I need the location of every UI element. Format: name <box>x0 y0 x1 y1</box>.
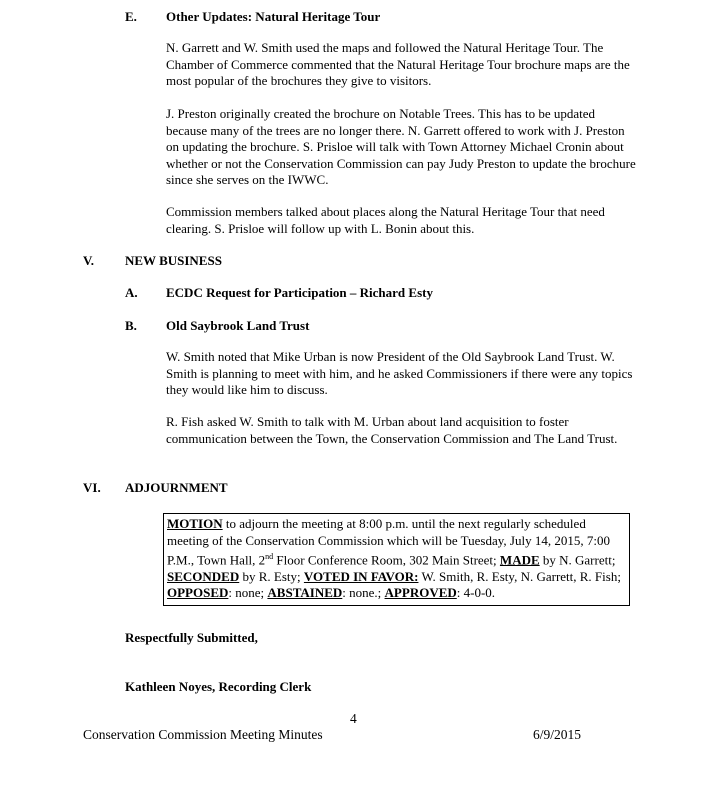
approved-word: APPROVED <box>384 585 457 601</box>
recording-clerk: Kathleen Noyes, Recording Clerk <box>125 679 312 694</box>
seconded-word: SECONDED <box>167 568 240 584</box>
section-e-paragraph-2: J. Preston originally created the brochure on Notable Trees. This has to be updated because many of the trees are no longer there. N. Garrett offered to work with J. Preston on updating the brochure. S. Prisloe will talk with Town Attorney Michael Cronin about whether or not the Conservation Commission can pay Judy Preston to update the brochure since she serves on the IWWC. <box>166 106 636 187</box>
section-e-label: E. <box>125 9 137 24</box>
item-a-label: A. <box>125 285 138 300</box>
item-b-paragraph-1: W. Smith noted that Mike Urban is now President of the Old Saybrook Land Trust. W. Smith is planning to meet with him, and he asked Commissioners if there were any topics they would like him to discuss. <box>166 349 633 397</box>
section-v-label: V. <box>83 253 94 268</box>
item-b-label: B. <box>125 318 137 333</box>
motion-text-4: by R. Esty; <box>239 568 304 584</box>
section-e-paragraph-1: N. Garrett and W. Smith used the maps and followed the Natural Heritage Tour. The Chamber of Commerce commented that the Natural Heritage Tour brochure maps are the most popular of the brochures they give to visitors. <box>166 40 630 88</box>
abstained-word: ABSTAINED <box>267 585 343 601</box>
motion-box <box>163 513 630 606</box>
section-e-paragraph-3: Commission members talked about places along the Natural Heritage Tour that need clearing. S. Prisloe will follow up with L. Bonin about this. <box>166 204 605 236</box>
motion-text-3: by N. Garrett; <box>539 552 616 568</box>
motion-text-1: to adjourn the meeting at 8:00 p.m. until the next regularly scheduled meeting of the Conservation Commission which will be Tuesday, July 14, 2015, 7:00 P.M., Town Hall, 2 <box>167 516 610 568</box>
item-b-paragraph-2: R. Fish asked W. Smith to talk with M. Urban about land acquisition to foster communication between the Town, the Conservation Commission and The Land Trust. <box>166 414 618 446</box>
section-vi-title: ADJOURNMENT <box>125 480 228 495</box>
motion-text-7: : none.; <box>342 585 385 601</box>
section-v-title: NEW BUSINESS <box>125 253 222 268</box>
item-a-title: ECDC Request for Participation – Richard Esty <box>166 285 433 300</box>
section-vi-label: VI. <box>83 480 101 495</box>
section-e-title: Other Updates: Natural Heritage Tour <box>166 9 381 24</box>
motion-text-5: W. Smith, R. Esty, N. Garrett, R. Fish; <box>418 568 621 584</box>
footer-date: 6/9/2015 <box>533 727 582 742</box>
motion-text-8: : 4-0-0. <box>456 585 496 601</box>
item-b-title: Old Saybrook Land Trust <box>166 318 310 333</box>
voted-in-favor-word: VOTED IN FAVOR: <box>303 568 419 584</box>
page-number: 4 <box>350 711 357 726</box>
motion-text-6: : none; <box>228 585 268 601</box>
opposed-word: OPPOSED <box>167 585 229 601</box>
motion-text-2: Floor Conference Room, 302 Main Street; <box>273 552 500 568</box>
made-word: MADE <box>499 552 540 568</box>
motion-superscript: nd <box>265 552 274 561</box>
footer-document-title: Conservation Commission Meeting Minutes <box>83 727 323 742</box>
respectfully-submitted: Respectfully Submitted, <box>125 630 258 645</box>
motion-word: MOTION <box>167 516 223 531</box>
